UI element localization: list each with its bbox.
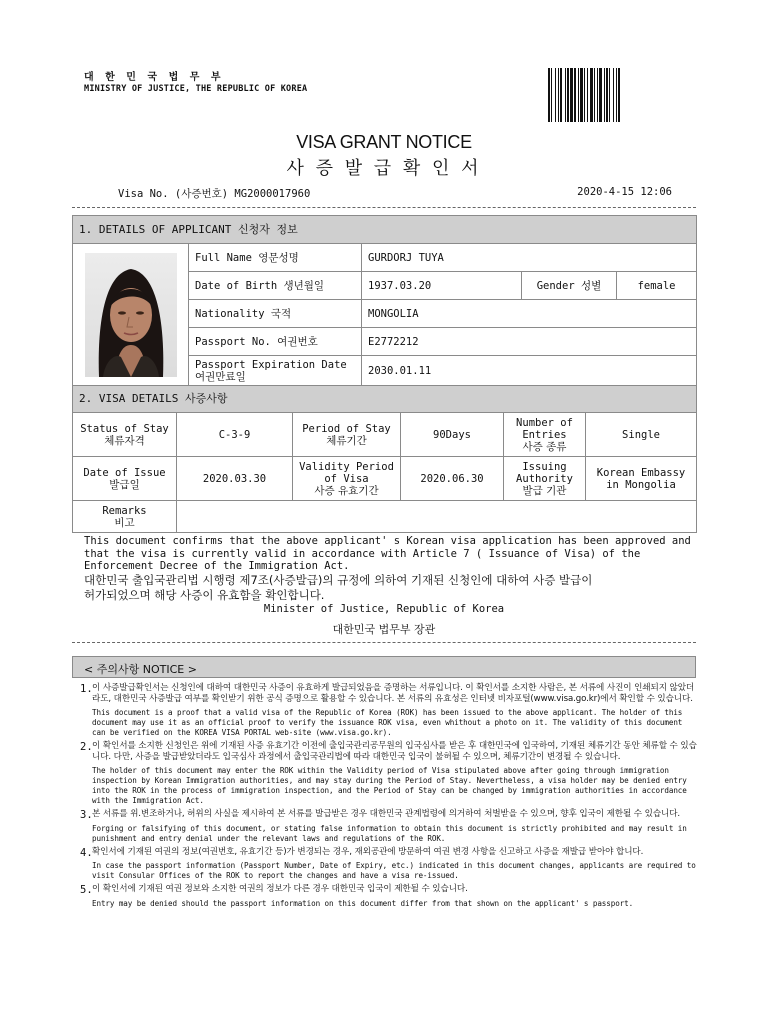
applicant-details-table [72,215,697,386]
visa-number: Visa No. (사증번호) MG2000017960 [118,188,311,200]
date-of-issue-label [73,457,177,501]
applicant-section-title: 1. DETAILS OF APPLICANT 신청자 정보 [73,216,697,244]
notice-list [80,683,698,912]
remarks-value [177,501,697,533]
period-of-stay-label-en: Period of Stay [302,422,391,435]
full-name-value: GURDORJ TUYA [362,244,697,272]
issuing-authority-value-line2: in Mongolia [606,478,676,491]
issuing-authority-label [504,457,586,501]
passport-number-label: Passport No. 여권번호 [189,328,362,356]
notice-item-en: Forging or falsifying of this document, or stating false information to obtain this document is strictly prohibited and may result in punishment and entry denial under the relevant laws and regulations of the ROK. [92,823,687,843]
notice-item-number: 1. [80,683,93,695]
confirmation-en-line2: that the visa is currently valid in accordance with Article 7 ( Issuance of Visa) of the [84,547,641,560]
gender-label: Gender 성별 [522,272,617,300]
number-of-entries-value: Single [586,413,697,457]
validity-period-label-en2: of Visa [324,472,369,485]
date-of-issue-label-ko: 발급일 [109,478,140,491]
period-of-stay-label-ko: 체류기간 [326,434,367,447]
status-of-stay-value: C-3-9 [177,413,293,457]
dob-value: 1937.03.20 [362,272,522,300]
minister-signature-ko: 대한민국 법무부 장관 [332,623,436,636]
document-title-korean: 사 증 발 급 확 인 서 [286,158,482,179]
confirmation-en-line3: Enforcement Decree of the Immigration Act. [84,560,350,572]
issuing-authority-label-en1: Issuing [522,460,567,473]
nationality-label: Nationality 국적 [189,300,362,328]
remarks-label-ko: 비고 [114,516,135,529]
divider [72,642,696,643]
visa-details-table [72,385,697,533]
notice-item-ko: 본 서류를 위.변조하거나, 허위의 사실을 제시하여 본 서류를 발급받은 경우 대한민국 관계법령에 의거하여 처벌받을 수 있으며, 향후 입국이 제한될 수 있습니다. [92,809,681,819]
validity-period-label-ko: 사증 유효기간 [314,484,379,497]
notice-item-en: The holder of this document may enter the ROK within the Validity period of Visa stipulated above after going through immigration inspection by Korean Immigration authorities, and may stay during the Period of Stay. Nevertheless, a visa holder may be denied entry into the ROK in the process of immigration inspection, and the Period of Stay can be changed by immigration authorities in accordance with the Immigration Act. [92,766,687,805]
confirmation-ko-line2: 허가되었으며 해당 사증이 유효함을 확인합니다. [84,587,325,602]
gender-value: female [617,272,697,300]
number-of-entries-label-en2: Entries [522,428,567,441]
notice-item-ko: 확인서에 기재된 여권의 정보(여권번호, 유효기간 등)가 변경되는 경우, 재외공관에 방문하여 여권 변경 사항을 신고하고 사증을 재발급 받아야 합니다. [92,846,644,857]
dob-label: Date of Birth 생년월일 [189,272,362,300]
number-of-entries-label [504,413,586,457]
ministry-english-name: MINISTRY OF JUSTICE, THE REPUBLIC OF KOREA [84,84,308,94]
issuing-authority-value-line1: Korean Embassy [596,466,686,479]
passport-expiration-value: 2030.01.11 [362,356,697,386]
remarks-label-en: Remarks [102,504,147,517]
status-of-stay-label-en: Status of Stay [80,422,169,435]
applicant-portrait-icon [85,253,177,377]
applicant-photo [73,244,189,386]
date-of-issue-label-en: Date of Issue [83,466,166,479]
confirmation-statement [84,535,694,603]
validity-period-label [293,457,401,501]
issuing-authority-label-en2: Authority [516,472,573,485]
confirmation-en-line1: This document confirms that the above applicant' s Korean visa application has been approved and [84,535,691,547]
notice-item-en: This document is a proof that a valid visa of the Republic of Korea (ROK) has been issued to the above applicant. The holder of this document may use it as an official proof to verify the issuance ROK visa, even whithout a photo on it. The validity of this document can be verified on the KOREA VISA PORTAL web-site (www.visa.go.kr). [92,708,683,737]
passport-expiration-label-en: Passport Expiration Date [195,358,347,371]
status-of-stay-label-ko: 체류자격 [104,434,145,447]
notice-item-en: In case the passport information (Passport Number, Date of Expiry, etc.) indicated in this document changes, applicants are required to visit Consular Offices of the ROK to report the changes and have a visa re-issued. [92,861,696,880]
remarks-label [73,501,177,533]
notice-item [80,847,698,882]
period-of-stay-label [293,413,401,457]
number-of-entries-label-en1: Number of [516,416,573,429]
validity-period-label-en1: Validity Period [299,460,394,473]
divider [72,207,696,208]
issuing-authority-value [586,457,697,501]
notice-item [80,741,698,806]
full-name-label: Full Name 영문성명 [189,244,362,272]
notice-title: < 주의사항 NOTICE > [84,663,197,676]
nationality-value: MONGOLIA [362,300,697,328]
period-of-stay-value: 90Days [401,413,504,457]
date-of-issue-value: 2020.03.30 [177,457,293,501]
issuing-authority-label-ko: 발급 기관 [522,484,567,497]
notice-item-en: Entry may be denied should the passport information on this document differ from that shown on the applicant' s passport. [92,898,634,908]
notice-item-number: 4. [80,846,93,859]
notice-item-ko: 이 확인서에 기재된 여권 정보와 소지한 여권의 정보가 다른 경우 대한민국 입국이 제한될 수 있습니다. [92,884,468,894]
notice-item-ko: 이 사증발급확인서는 신청인에 대하여 대한민국 사증이 유효하게 발급되었음을 증명하는 서류입니다. 이 확인서를 소지한 사람은, 본 서류에 사진이 인쇄되지 않았더라도, 대한민국 사증발급 여부를 확인받기 위한 공식 증명으로 활용할 수 있습니다. 본 서류의 유효성은 인터넷 비자포털(www.visa.go.kr)에서 확인할 수 있습니다. [92,683,695,704]
minister-signature-en: Minister of Justice, Republic of Korea [263,603,505,615]
notice-item-number: 2. [80,741,93,753]
validity-period-value: 2020.06.30 [401,457,504,501]
confirmation-ko-line1: 대한민국 출입국관리법 시행령 제7조(사증발급)의 규정에 의하여 기재된 신청인에 대하여 사증 발급이 [84,572,593,587]
number-of-entries-label-ko: 사증 종류 [522,440,567,453]
ministry-korean-name: 대 한 민 국 법 무 부 [84,72,225,83]
passport-number-value: E2772212 [362,328,697,356]
notice-item [80,809,698,844]
notice-item-number: 5. [80,884,93,896]
document-title-english: VISA GRANT NOTICE [296,132,472,152]
visa-section-title: 2. VISA DETAILS 사증사항 [73,386,697,413]
passport-expiration-label [189,356,362,386]
notice-item [80,683,698,738]
passport-expiration-label-ko: 여권만료일 [195,370,246,383]
barcode-icon [548,68,690,122]
issue-timestamp: 2020-4-15 12:06 [577,186,672,198]
status-of-stay-label [73,413,177,457]
notice-item-number: 3. [80,809,93,821]
notice-item-ko: 이 확인서를 소지한 신청인은 위에 기재된 사증 유효기간 이전에 출입국관리공무원의 입국심사를 받은 후 대한민국에 입국하여, 기재된 체류기간 동안 체류할 수 있습니다. 다만, 사증을 발급받았더라도 입국심사 과정에서 출입국관리법에 따라 대한민국 입국이 불허될 수 있으며, 체류기간이 변경될 수 있습니다. [92,741,697,762]
notice-item [80,884,698,909]
